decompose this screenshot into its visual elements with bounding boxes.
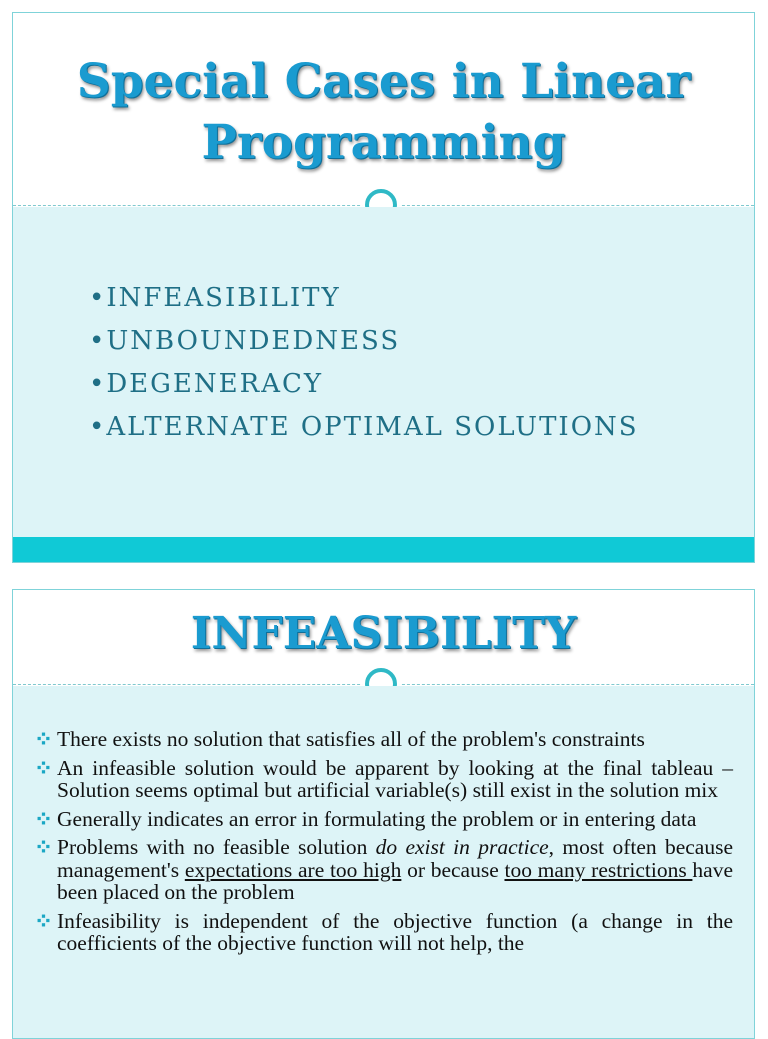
bullet-text-part: have been placed on the problem	[57, 857, 734, 904]
bullet-text-emphasis: do exist in practice	[375, 835, 549, 859]
topic-list	[89, 277, 639, 449]
bullet-text-part: Problems with no feasible solution	[57, 835, 376, 859]
list-item	[35, 836, 733, 904]
diamond-bullet-icon	[37, 840, 50, 853]
bullet-text: Generally indicates an error in formulating the problem or in entering data	[57, 806, 697, 831]
topic-item-alternate-optimal-solutions: •ALTERNATE OPTIMAL SOLUTIONS	[89, 412, 639, 442]
slide-1	[12, 12, 755, 563]
slide-1-title-line-2: Programming	[201, 115, 566, 170]
bullet-text: There exists no solution that satisfies all of the problem's constraints	[57, 727, 645, 751]
diamond-bullet-icon	[37, 732, 50, 745]
list-item	[35, 757, 733, 802]
slide-1-bottom-band	[13, 537, 754, 563]
bullet-text-part: or because	[401, 857, 505, 882]
slide-2-content	[13, 686, 754, 1038]
bullet-text-underlined: expectations are too high	[184, 857, 402, 882]
slide-1-title	[13, 51, 754, 173]
slide-2	[12, 589, 755, 1039]
list-item	[35, 808, 733, 831]
list-item	[35, 910, 733, 955]
bullet-list	[35, 728, 733, 961]
topic-item-infeasibility: •INFEASIBILITY	[89, 283, 341, 313]
slide-2-title: INFEASIBILITY	[190, 608, 577, 659]
bullet-text: Infeasibility is independent of the objective function (a change in the coefficients of the objective function will not help, the	[57, 908, 733, 955]
diamond-bullet-icon	[37, 761, 50, 774]
bullet-text-part: , most often because management's	[57, 835, 733, 882]
bullet-text: An infeasible solution would be apparent by looking at the final tableau – Solution seems optimal but artificial variable(s) still exist in the solution mix	[57, 755, 733, 802]
list-item	[35, 728, 733, 751]
slide-1-title-line-1: Special Cases in Linear	[76, 54, 691, 109]
bullet-text-underlined: too many restrictions	[504, 857, 693, 882]
diamond-bullet-icon	[37, 812, 50, 825]
topic-item-unboundedness: •UNBOUNDEDNESS	[89, 326, 401, 356]
topic-item-degeneracy: •DEGENERACY	[89, 369, 324, 399]
slide-1-content	[13, 207, 754, 537]
diamond-bullet-icon	[37, 914, 50, 927]
